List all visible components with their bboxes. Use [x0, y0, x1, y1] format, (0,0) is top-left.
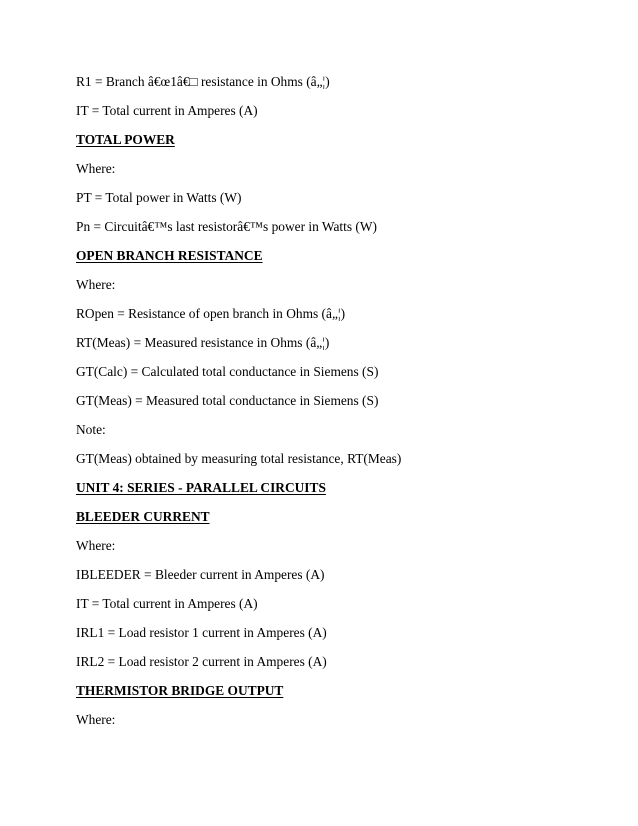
- definition-gt-calc: GT(Calc) = Calculated total conductance in Siemens (S): [76, 364, 379, 379]
- definition-it: IT = Total current in Amperes (A): [76, 103, 258, 118]
- definition-gt-meas: GT(Meas) = Measured total conductance in Siemens (S): [76, 393, 379, 408]
- note-text: GT(Meas) obtained by measuring total resistance, RT(Meas): [76, 451, 402, 466]
- definition-irl1: IRL1 = Load resistor 1 current in Amperes (A): [76, 625, 327, 640]
- heading-unit-4: UNIT 4: SERIES - PARALLEL CIRCUITS: [76, 480, 326, 495]
- where-label: Where:: [76, 538, 116, 553]
- definition-it: IT = Total current in Amperes (A): [76, 596, 258, 611]
- heading-total-power: TOTAL POWER: [76, 132, 175, 147]
- definition-irl2: IRL2 = Load resistor 2 current in Amperes (A): [76, 654, 327, 669]
- heading-thermistor-bridge-output: THERMISTOR BRIDGE OUTPUT: [76, 683, 284, 698]
- definition-ropen: ROpen = Resistance of open branch in Ohms (â„¦): [76, 306, 346, 321]
- definition-pt: PT = Total power in Watts (W): [76, 190, 242, 205]
- note-label: Note:: [76, 422, 106, 437]
- where-label: Where:: [76, 277, 116, 292]
- heading-bleeder-current: BLEEDER CURRENT: [76, 509, 210, 524]
- heading-open-branch-resistance: OPEN BRANCH RESISTANCE: [76, 248, 263, 263]
- where-label: Where:: [76, 161, 116, 176]
- where-label: Where:: [76, 712, 116, 727]
- definition-r1: R1 = Branch â€œ1â€□ resistance in Ohms (â„¦): [76, 74, 330, 89]
- definition-pn: Pn = Circuitâ€™s last resistorâ€™s power in Watts (W): [76, 219, 377, 234]
- definition-rt-meas: RT(Meas) = Measured resistance in Ohms (â„¦): [76, 335, 330, 350]
- definition-ibleeder: IBLEEDER = Bleeder current in Amperes (A): [76, 567, 325, 582]
